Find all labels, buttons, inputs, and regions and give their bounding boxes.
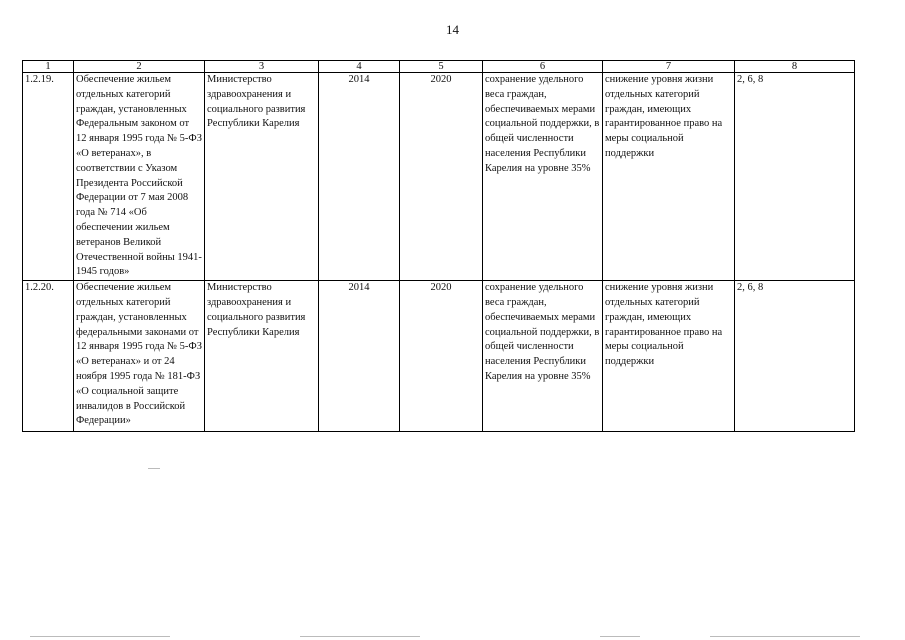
start-year: 2014: [319, 73, 400, 281]
program-table: [22, 60, 855, 432]
header-row: [23, 61, 855, 73]
scan-mark: [148, 468, 160, 469]
row-number: 1.2.20.: [23, 281, 74, 432]
non-implementation-consequence: снижение уровня жизни отдельных категорий граждан, имеющих гарантированное право на меры социальной поддержки: [603, 281, 735, 432]
measure-name: Обеспечение жильем отдельных категорий граждан, установленных федеральными законами от 12 января 1995 года № 5-ФЗ «О ветеранах» и от 24 ноября 1995 года № 181-ФЗ «О социальной защите инвалидов в Российской Федерации»: [74, 281, 205, 432]
header-cell-2: 2: [74, 61, 205, 73]
header-cell-7: 7: [603, 61, 735, 73]
scan-mark: [600, 636, 640, 637]
header-cell-6: 6: [483, 61, 603, 73]
table-row: [23, 73, 855, 281]
page-number: 14: [446, 22, 459, 37]
measure-name: Обеспечение жильем отдельных категорий граждан, установленных Федеральным законом от 12 января 1995 года № 5-ФЗ «О ветеранах», в соответствии с Указом Президента Российской Федерации от 7 мая 2008 года № 714 «Об обеспечении жильем ветеранов Великой Отечественной войны 1941-1945 годов»: [74, 73, 205, 281]
end-year: 2020: [400, 73, 483, 281]
scan-mark: [300, 636, 420, 637]
related-indicators: 2, 6, 8: [735, 281, 855, 432]
related-indicators: 2, 6, 8: [735, 73, 855, 281]
expected-result: сохранение удельного веса граждан, обеспечиваемых мерами социальной поддержки, в общей численности населения Республики Карелия на уровне 35%: [483, 281, 603, 432]
row-number: 1.2.19.: [23, 73, 74, 281]
header-cell-1: 1: [23, 61, 74, 73]
scan-mark: [30, 636, 170, 637]
header-cell-5: 5: [400, 61, 483, 73]
executor: Министерство здравоохранения и социального развития Республики Карелия: [205, 73, 319, 281]
executor: Министерство здравоохранения и социального развития Республики Карелия: [205, 281, 319, 432]
scan-mark: [710, 636, 860, 637]
header-cell-3: 3: [205, 61, 319, 73]
header-cell-8: 8: [735, 61, 855, 73]
expected-result: сохранение удельного веса граждан, обеспечиваемых мерами социальной поддержки, в общей численности населения Республики Карелия на уровне 35%: [483, 73, 603, 281]
non-implementation-consequence: снижение уровня жизни отдельных категорий граждан, имеющих гарантированное право на меры социальной поддержки: [603, 73, 735, 281]
start-year: 2014: [319, 281, 400, 432]
header-cell-4: 4: [319, 61, 400, 73]
end-year: 2020: [400, 281, 483, 432]
table-row: [23, 281, 855, 432]
